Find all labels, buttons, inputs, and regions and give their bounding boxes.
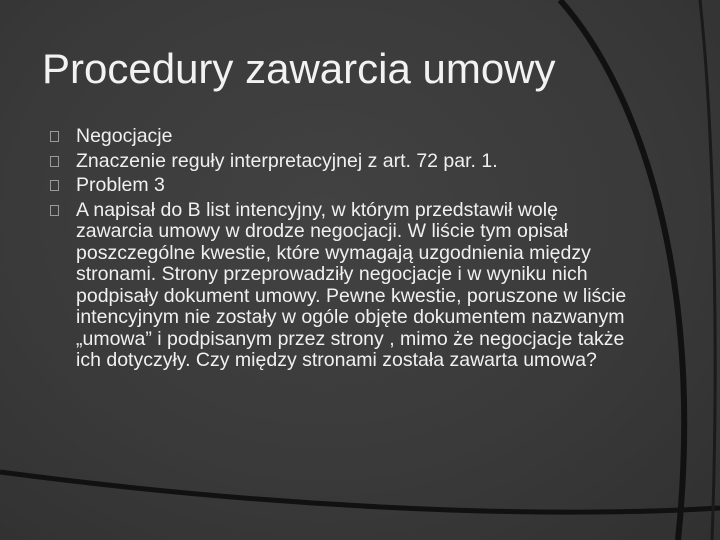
bullet-text: Problem 3 (76, 174, 165, 196)
bullet-text: Znaczenie reguły interpretacyjnej z art. 72 par. 1. (76, 149, 498, 172)
square-bullet-icon (50, 180, 59, 191)
bullet-item (50, 175, 630, 197)
arc-bottom (0, 472, 720, 512)
bullet-text: A napisał do B list intencyjny, w którym przedstawił wolę zawarcia umowy w drodze negocjacji. W liście tym opisał poszczególne kwestie, które wymagają uzgodnienia między stronami. Strony przeprowadziły negocjacje i w wyniku nich podpisały dokument umowy. Pewne kwestie, poruszone w liście intencyjnym nie zostały w ogóle objęte dokumentem nazwanym „umowa” i podpisanym przez strony , mimo że negocjacje także ich dotyczyły. Czy między stronami została zawarta umowa? (76, 198, 627, 371)
square-bullet-icon (50, 131, 59, 142)
square-bullet-icon (50, 156, 59, 167)
arc-right-edge (700, 0, 715, 540)
square-bullet-icon (50, 205, 59, 216)
bullet-list (50, 126, 630, 375)
bullet-item (50, 200, 630, 372)
slide-title: Procedury zawarcia umowy (42, 45, 556, 92)
bullet-text: Negocjacje (76, 125, 173, 147)
bullet-item (50, 151, 630, 173)
bullet-item (50, 126, 630, 148)
